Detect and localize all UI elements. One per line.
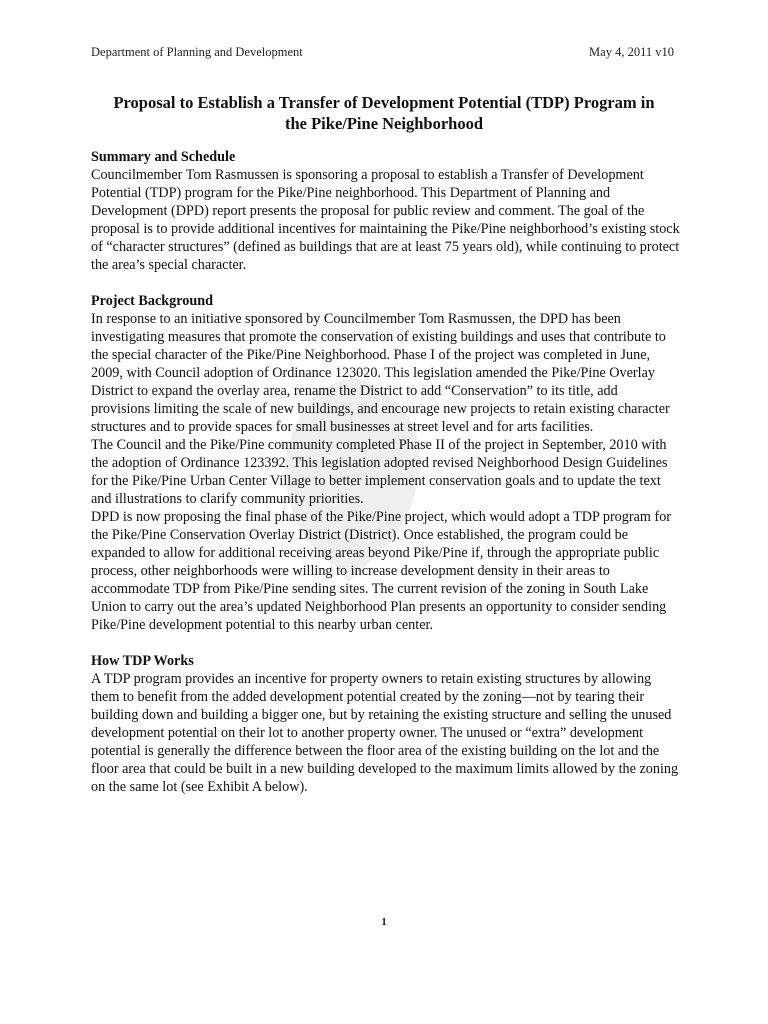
page-number: 1 <box>381 916 387 928</box>
background-paragraph-2: The Council and the Pike/Pine community completed Phase II of the project in September, 2010 with the adoption of Ordinance 123392. This legislation adopted revised Neighborhood Design Guidelines for the Pike/Pine Urban Center Village to better implement conservation goals and to update the text and illustrations to clarify community priorities. <box>91 437 668 507</box>
summary-paragraph: Councilmember Tom Rasmussen is sponsoring a proposal to establish a Transfer of Development Potential (TDP) program for the Pike/Pine neighborhood. This Department of Planning and Development (DPD) report presents the proposal for public review and comment. The goal of the proposal is to provide additional incentives for maintaining the Pike/Pine neighborhood’s existing stock of “character structures” (defined as buildings that are at least 75 years old), while continuing to protect the area’s special character. <box>91 167 680 273</box>
background-heading: Project Background <box>91 293 214 309</box>
how-tdp-section <box>91 652 680 796</box>
header-date: May 4, 2011 v10 <box>589 44 674 59</box>
how-tdp-heading: How TDP Works <box>91 653 194 669</box>
header-department: Department of Planning and Development <box>91 44 303 59</box>
background-paragraph-1: In response to an initiative sponsored by Councilmember Tom Rasmussen, the DPD has been investigating measures that promote the conservation of existing buildings and uses that contribute to the special character of the Pike/Pine Neighborhood. Phase I of the project was completed in June, 2009, with Council adoption of Ordinance 123020. This legislation amended the Pike/Pine Overlay District to expand the overlay area, rename the District to add “Conservation” to its title, add provisions limiting the scale of new buildings, and encourage new projects to retain existing character structures and to provide spaces for small businesses at street level and for arts facilities. <box>91 311 670 435</box>
page-header <box>91 44 674 60</box>
title-line-1: Proposal to Establish a Transfer of Development Potential (TDP) Program in <box>113 93 655 112</box>
title-line-2: the Pike/Pine Neighborhood <box>284 114 483 133</box>
summary-heading: Summary and Schedule <box>91 149 236 165</box>
document-title <box>80 92 688 134</box>
document-body <box>91 148 680 814</box>
how-tdp-paragraph: A TDP program provides an incentive for property owners to retain existing structures by allowing them to benefit from the added development potential created by the zoning—not by tearing their building down and building a bigger one, but by retaining the existing structure and selling the unused development potential on their lot to another property owner. The unused or “extra” development potential is generally the difference between the floor area of the existing building on the lot and the floor area that could be built in a new building developed to the maximum limits allowed by the zoning on the same lot (see Exhibit A below). <box>91 671 679 795</box>
summary-section <box>91 148 680 274</box>
background-paragraph-3: DPD is now proposing the final phase of the Pike/Pine project, which would adopt a TDP program for the Pike/Pine Conservation Overlay District (District). Once established, the program could be expanded to allow for additional receiving areas beyond Pike/Pine if, through the appropriate public process, other neighborhoods were willing to increase development density in their areas to accommodate TDP from Pike/Pine sending sites. The current revision of the zoning in South Lake Union to carry out the area’s updated Neighborhood Plan presents an opportunity to consider sending Pike/Pine development potential to this nearby urban center. <box>91 509 672 633</box>
background-section <box>91 292 680 634</box>
